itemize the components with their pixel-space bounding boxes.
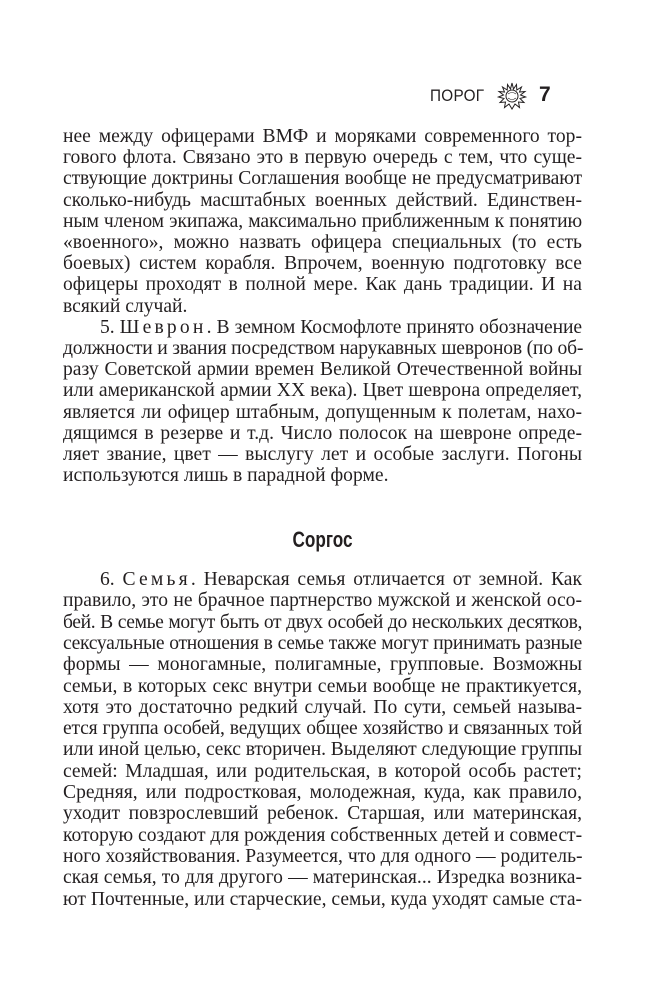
text-line	[100, 317, 582, 339]
text-line: или американской армии XX века). Цвет шеврона определяет,	[63, 380, 582, 402]
text-line: семьи, в которых секс внутри семьи вообще не практикуется,	[63, 675, 582, 697]
section-heading	[0, 527, 645, 553]
text-line: ного хозяйствования. Разумеется, что для одного — родитель-	[63, 845, 583, 867]
item-number: 5.	[100, 316, 120, 338]
text-line: правило, это не брачное партнерство мужской и женской осо-	[63, 590, 582, 612]
text-line: сексуальные отношения в семье также могут принимать разные	[63, 632, 582, 654]
text-line: боевых) систем корабля. Впрочем, военную подготовку все	[63, 253, 582, 275]
text-line: дящимся в резерве и т.д. Число полосок на шевроне опреде-	[63, 422, 582, 444]
spaced-term: Шеврон	[119, 316, 207, 338]
text-line: Средняя, или подростковая, молодежная, куда, как правило,	[63, 782, 582, 803]
text-line: «военного», можно назвать офицера специальных (то есть	[63, 232, 582, 253]
text-line: используются лишь в парадной форме.	[63, 465, 389, 487]
text-line: ют Почтенные, или старческие, семьи, куда уходят самые ста-	[63, 888, 583, 910]
line-rest: . Неварская семья отличается от земной. Как	[190, 569, 582, 590]
page-number: 7	[539, 83, 551, 106]
text-line: формы — моногамные, полигамные, групповые. Возможны	[63, 654, 582, 676]
text-line: разу Советской армии времен Великой Отечественной войны	[63, 359, 582, 381]
text-line: ляет звание, цвет — выслугу лет и особые заслуги. Погоны	[63, 444, 582, 465]
text-line: бей. В семье могут быть от двух особей до нескольких десятков,	[63, 611, 582, 633]
text-line: должности и звания посредством нарукавных шевронов (по об-	[63, 338, 584, 359]
sun-ornament-icon	[497, 82, 527, 110]
text-line: сколько-нибудь масштабных военных действий. Единствен-	[63, 189, 582, 211]
text-line: нее между офицерами ВМФ и моряками современного тор-	[63, 126, 582, 147]
line-rest: . В земном Космофлоте принято обозначение	[206, 316, 582, 338]
item-number: 6.	[100, 569, 123, 590]
text-line: семей: Младшая, или родительская, в которой особь растет;	[63, 760, 582, 782]
text-line: ствующие доктрины Соглашения вообще не предусматривают	[63, 168, 582, 190]
text-line: уходит повзрослевший ребенок. Старшая, или материнская,	[63, 803, 582, 825]
text-line: всякий случай.	[63, 295, 188, 317]
text-line: офицеры проходят в полной мере. Как дань традиции. И на	[63, 274, 582, 296]
section-heading-text: Соргос	[292, 527, 353, 552]
text-line: является ли офицер штабным, допущенным к полетам, нахо-	[63, 401, 582, 423]
running-header	[0, 82, 645, 110]
text-line: ным членом экипажа, максимально приближенным к понятию	[63, 210, 582, 232]
spaced-term: Семья	[122, 569, 191, 590]
text-line: ется группа особей, ведущих общее хозяйство и связанных той	[63, 718, 582, 740]
text-line: которую создают для рождения собственных детей и совмест-	[63, 824, 583, 846]
running-title: ПОРОГ	[430, 86, 485, 105]
text-line: хотя это достаточно редкий случай. По сути, семьей называ-	[63, 696, 582, 718]
text-line: или иной целью, секс вторичен. Выделяют следующие группы	[63, 739, 582, 761]
text-line	[100, 569, 582, 591]
text-line: гового флота. Связано это в первую очередь с тем, что суще-	[63, 147, 582, 169]
text-line: ская семья, то для другого — материнская... Изредка возника-	[63, 867, 582, 889]
